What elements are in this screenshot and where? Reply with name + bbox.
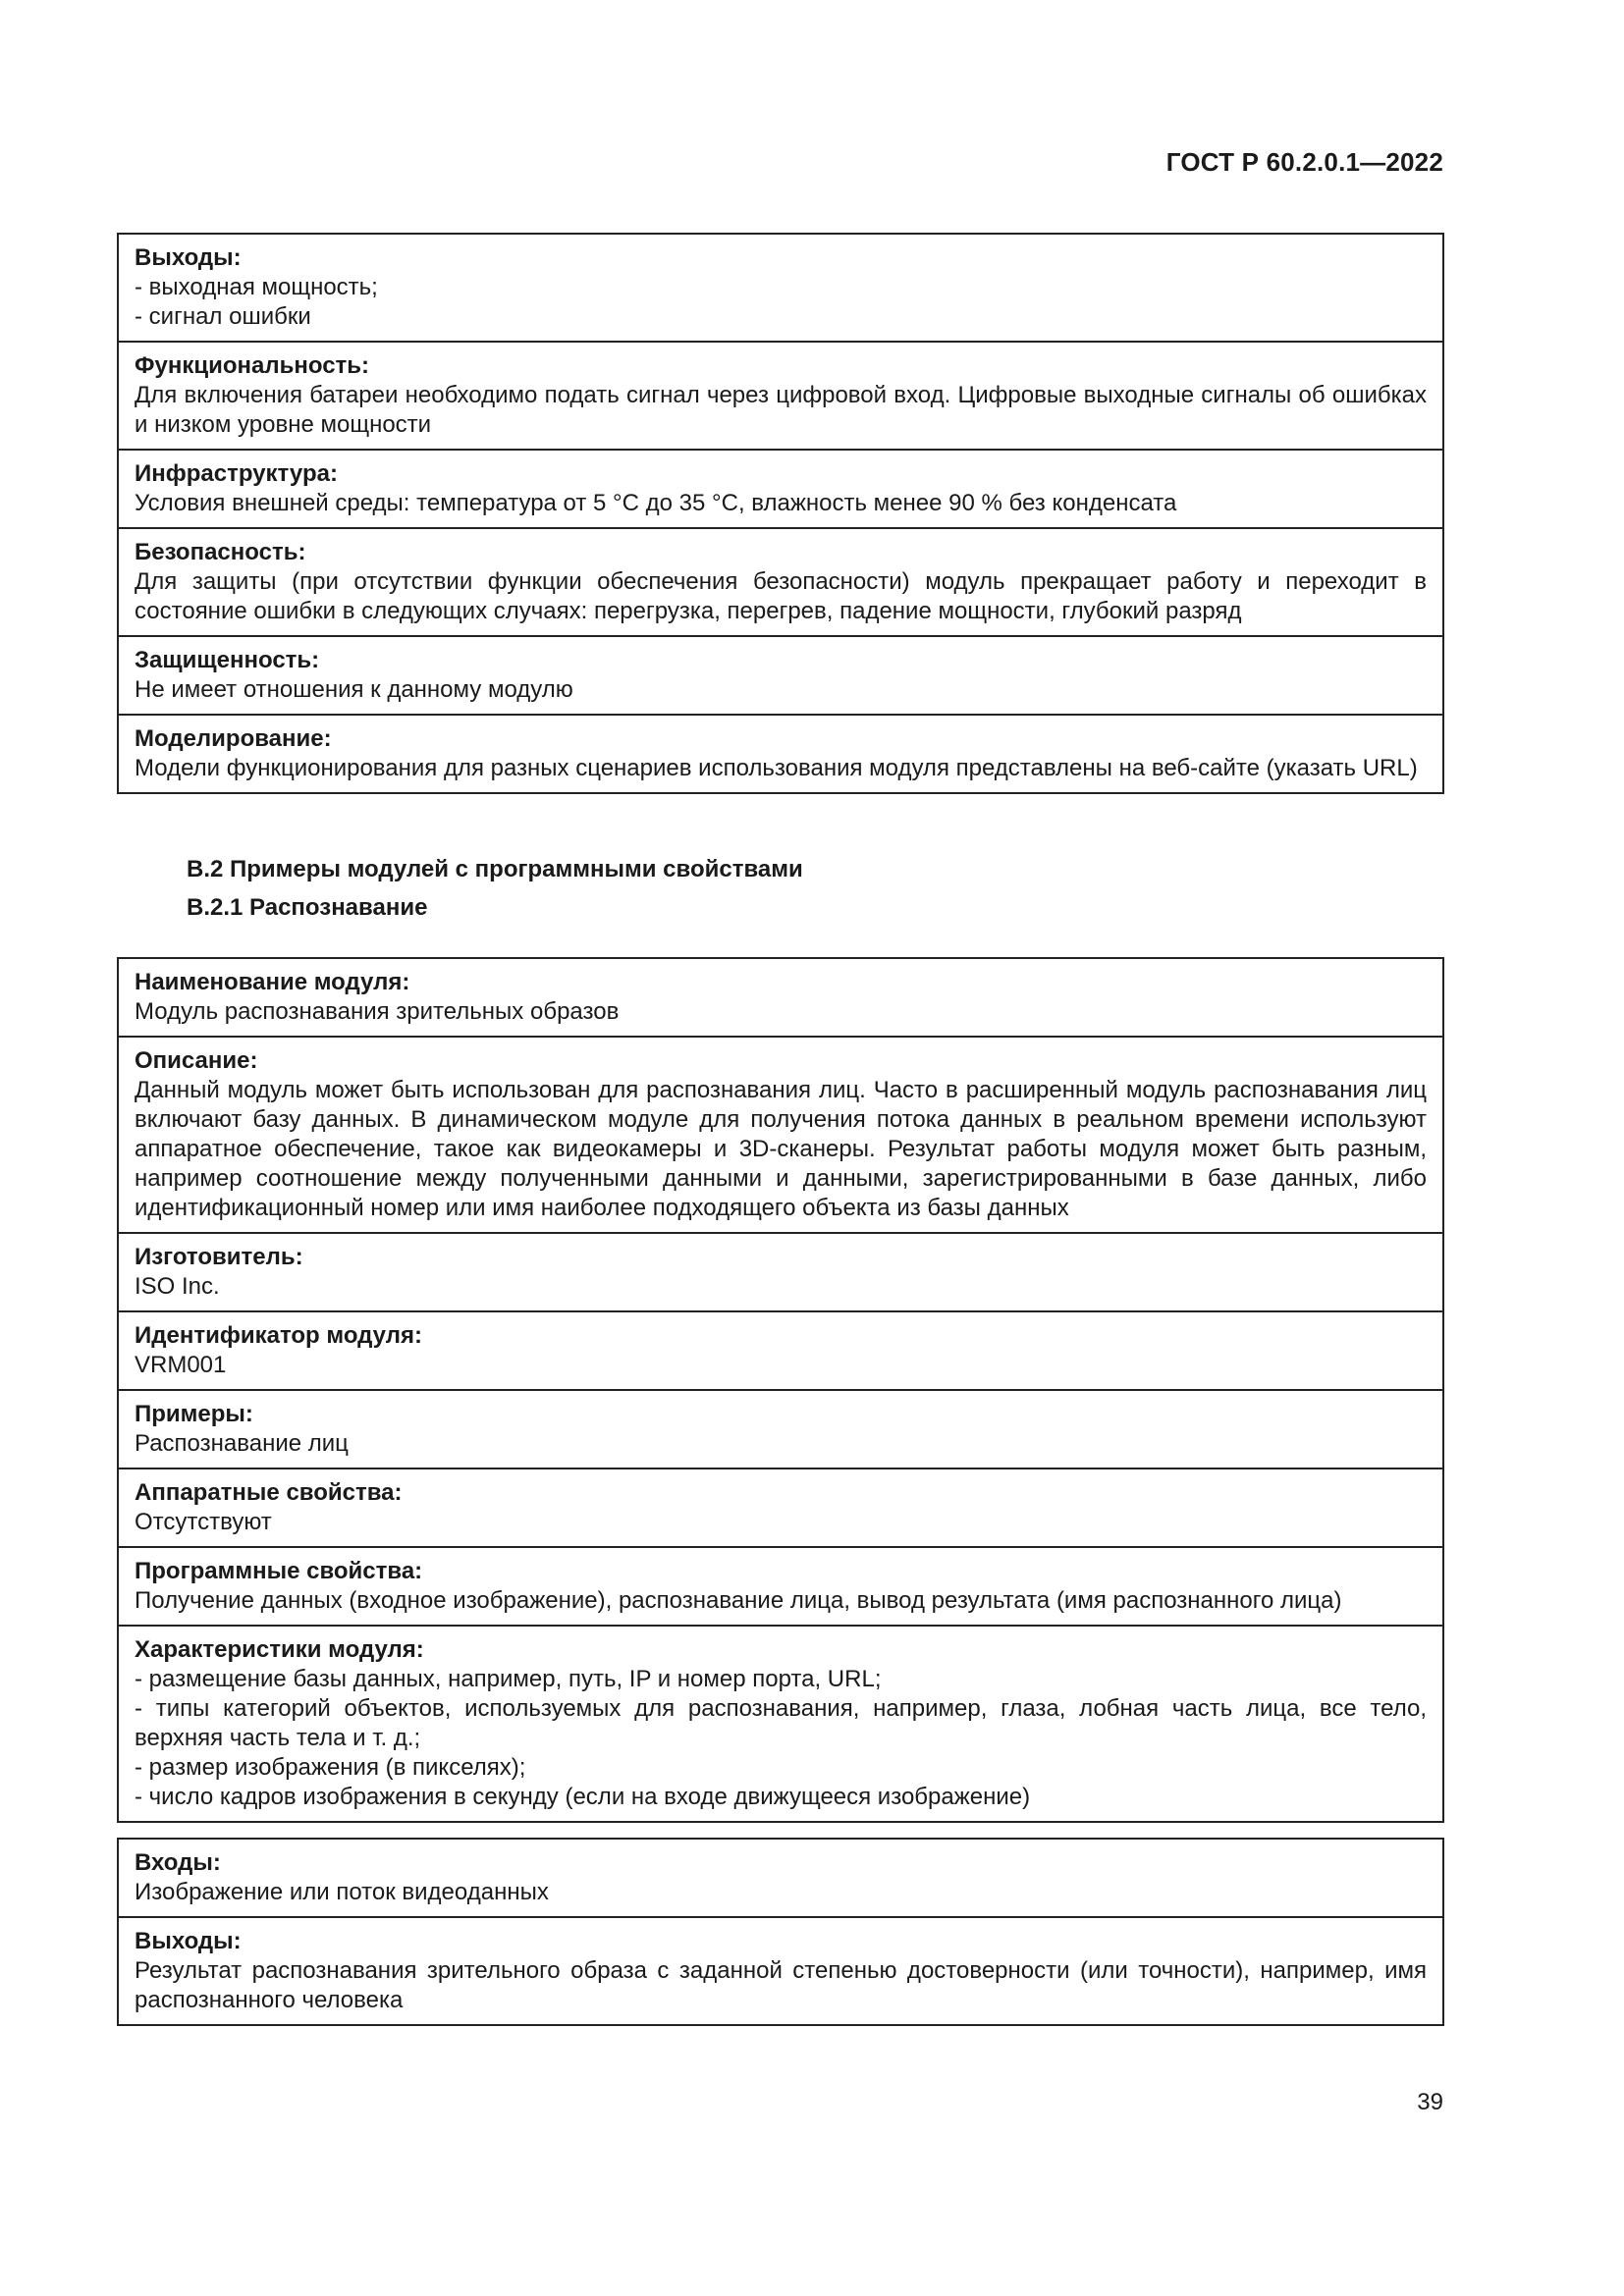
row-text: ISO Inc. — [135, 1273, 220, 1300]
row-text: Не имеет отношения к данному модулю — [135, 676, 573, 703]
row-title: Описание: — [135, 1047, 258, 1074]
table-row-safety — [119, 527, 1442, 635]
row-title: Моделирование: — [135, 725, 332, 752]
table-row-outputs — [119, 235, 1442, 341]
row-text: Для включения батареи необходимо подать сигнал через цифровой вход. Цифровые выходные сигналы об ошибках и низком уровне мощности — [135, 382, 1427, 438]
row-title: Изготовитель: — [135, 1244, 303, 1270]
table-row-module-name — [119, 959, 1442, 1036]
table-row-software-properties — [119, 1546, 1442, 1625]
row-text: Изображение или поток видеоданных — [135, 1879, 549, 1905]
row-text: Получение данных (входное изображение), распознавание лица, вывод результата (имя распознанного лица) — [135, 1587, 1342, 1614]
table-row-modeling — [119, 714, 1442, 792]
row-title: Защищенность: — [135, 647, 320, 673]
list-item: - размещение базы данных, например, путь, IP и номер порта, URL; — [135, 1666, 882, 1692]
table-row-manufacturer — [119, 1232, 1442, 1310]
table-row-functionality — [119, 341, 1442, 449]
list-item: - типы категорий объектов, используемых для распознавания, например, глаза, лобная часть лица, все тело, верхняя часть тела и т. д.; — [135, 1695, 1427, 1751]
row-text: Данный модуль может быть использован для распознавания лиц. Часто в расширенный модуль распознавания лиц включают базу данных. В динамическом модуле для получения потока данных в реальном времени используют аппаратное обеспечение, такое как видеокамеры и 3D-сканеры. Результат работы модуля может быть разным, например соотношение между полученными данными и данными, зарегистрированными в базе данных, либо идентификационный номер или имя наиболее подходящего объекта из базы данных — [135, 1077, 1427, 1221]
row-text: Результат распознавания зрительного образа с заданной степенью достоверности (или точности), например, имя распознанного человека — [135, 1957, 1427, 2013]
table-row-hardware-properties — [119, 1468, 1442, 1546]
table-row-characteristics — [119, 1625, 1442, 1821]
row-text: Для защиты (при отсутствии функции обеспечения безопасности) модуль прекращает работу и переходит в состояние ошибки в следующих случаях: перегрузка, перегрев, падение мощности, глубокий разряд — [135, 568, 1427, 624]
row-text: Отсутствуют — [135, 1509, 272, 1535]
row-title: Примеры: — [135, 1401, 253, 1427]
row-text: Модуль распознавания зрительных образов — [135, 998, 620, 1025]
document-code: ГОСТ Р 60.2.0.1—2022 — [1165, 147, 1443, 177]
table-row-security — [119, 635, 1442, 714]
table-row-examples — [119, 1389, 1442, 1468]
row-title: Безопасность: — [135, 539, 306, 565]
table-row-outputs — [119, 1916, 1442, 2024]
table-row-inputs — [119, 1840, 1442, 1916]
page-number: 39 — [1417, 2089, 1443, 2115]
table-row-description — [119, 1036, 1442, 1232]
row-title: Выходы: — [135, 1928, 242, 1954]
row-text: VRM001 — [135, 1352, 227, 1378]
section-heading-b2: В.2 Примеры модулей с программными свойствами — [187, 856, 803, 882]
list-item: - число кадров изображения в секунду (если на входе движущееся изображение) — [135, 1784, 1031, 1810]
row-text: Распознавание лиц — [135, 1430, 349, 1457]
list-item: - размер изображения (в пикселях); — [135, 1754, 526, 1781]
row-title: Идентификатор модуля: — [135, 1322, 422, 1349]
row-title: Функциональность: — [135, 352, 370, 379]
module-table-io — [117, 1838, 1444, 2026]
list-item: - выходная мощность; — [135, 274, 378, 300]
section-heading-b21: В.2.1 Распознавание — [187, 894, 428, 921]
row-title: Программные свойства: — [135, 1558, 423, 1584]
row-text: Условия внешней среды: температура от 5 °С до 35 °С, влажность менее 90 % без конденсата — [135, 490, 1177, 516]
table-row-infrastructure — [119, 449, 1442, 527]
row-title: Характеристики модуля: — [135, 1636, 424, 1663]
row-title: Инфраструктура: — [135, 460, 338, 487]
module-table-recognition — [117, 957, 1444, 1823]
table-row-module-id — [119, 1310, 1442, 1389]
row-title: Выходы: — [135, 244, 242, 271]
module-table-power — [117, 233, 1444, 794]
list-item: - сигнал ошибки — [135, 303, 311, 330]
row-title: Аппаратные свойства: — [135, 1479, 403, 1506]
row-text: Модели функционирования для разных сценариев использования модуля представлены на веб-сайте (указать URL) — [135, 755, 1418, 781]
row-title: Наименование модуля: — [135, 969, 410, 995]
row-title: Входы: — [135, 1849, 221, 1876]
